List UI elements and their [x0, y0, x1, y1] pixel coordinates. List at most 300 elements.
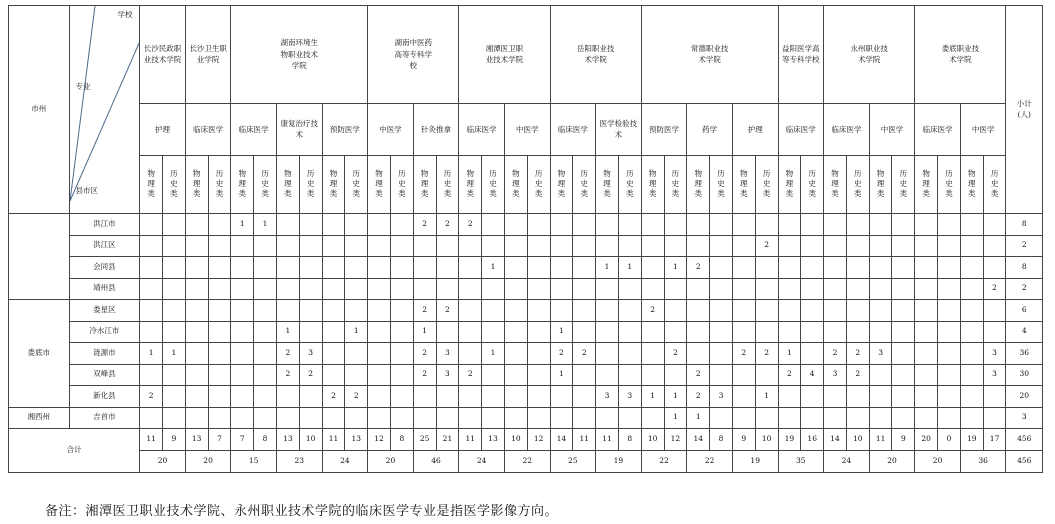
data-cell [801, 386, 824, 408]
data-cell [801, 407, 824, 429]
data-cell [390, 257, 413, 279]
sub-total-cell-text: 11 [875, 434, 886, 444]
sub-total-cell [436, 429, 459, 451]
data-cell [231, 278, 254, 300]
major-total-cell-text: 19 [613, 456, 624, 466]
data-cell [390, 364, 413, 386]
major-header-5-1-text: 医学检验技术 [599, 118, 638, 140]
data-cell [162, 300, 185, 322]
data-cell [778, 407, 801, 429]
sub-total-cell-text: 8 [718, 434, 724, 444]
sub-total-cell [824, 429, 847, 451]
data-cell [915, 343, 938, 365]
major-total-cell [504, 451, 550, 473]
data-cell [345, 300, 368, 322]
data-cell [390, 300, 413, 322]
data-cell [276, 278, 299, 300]
sub-header-4-1-1 [527, 156, 550, 214]
data-cell [892, 257, 915, 279]
data-cell [846, 364, 869, 386]
data-cell-text: 2 [673, 347, 678, 357]
data-cell [869, 300, 892, 322]
data-cell [915, 407, 938, 429]
school-header-1 [185, 6, 231, 104]
data-cell [892, 321, 915, 343]
major-header-5-0-text: 临床医学 [557, 124, 588, 134]
data-cell-text: 3 [445, 369, 450, 379]
data-cell [960, 321, 983, 343]
sub-total-cell [915, 429, 938, 451]
data-cell [231, 386, 254, 408]
major-header-2-1-text: 康复治疗技术 [280, 118, 319, 140]
major-total-cell-text: 20 [932, 456, 943, 466]
major-header-7-0-text: 临床医学 [785, 124, 816, 134]
data-cell-text: 2 [285, 347, 291, 357]
data-cell [983, 300, 1006, 322]
sub-total-cell [390, 429, 413, 451]
data-cell-text: 1 [285, 326, 291, 336]
data-cell [254, 257, 277, 279]
data-cell [960, 343, 983, 365]
data-cell [504, 214, 527, 236]
major-header-6-0-text: 预防医学 [649, 124, 680, 134]
data-cell [710, 214, 733, 236]
row-total-text: 36 [1019, 347, 1029, 357]
data-cell [322, 386, 345, 408]
data-cell [938, 364, 961, 386]
data-cell [892, 386, 915, 408]
data-cell [801, 343, 824, 365]
data-cell [527, 343, 550, 365]
sub-header-6-1-0 [687, 156, 710, 214]
major-header-7-0 [778, 104, 824, 156]
sub-header-0-0-1 [162, 156, 185, 214]
sub-header-3-0-1-text: 历史类 [398, 169, 406, 198]
data-cell [436, 343, 459, 365]
data-cell [573, 386, 596, 408]
data-cell [938, 321, 961, 343]
sub-header-8-1-1 [892, 156, 915, 214]
sub-header-2-2-1 [345, 156, 368, 214]
row-total [1006, 300, 1043, 322]
data-cell [710, 407, 733, 429]
data-cell [915, 235, 938, 257]
data-cell [573, 321, 596, 343]
corner-major: 专业 [75, 82, 91, 91]
data-cell [390, 407, 413, 429]
sub-header-0-0-0-text: 物理类 [147, 169, 155, 198]
data-cell [390, 278, 413, 300]
data-cell [322, 214, 345, 236]
data-cell [276, 386, 299, 408]
sub-total-cell [504, 429, 527, 451]
data-cell [368, 386, 391, 408]
school-header-4 [459, 6, 550, 104]
sub-total-cell-text: 9 [900, 434, 906, 444]
sub-header-1-0-0 [185, 156, 208, 214]
sub-header-8-1-0 [869, 156, 892, 214]
data-cell [345, 343, 368, 365]
sub-grand-total-text: 456 [1017, 434, 1032, 444]
row-total-text: 8 [1021, 261, 1027, 271]
data-cell [960, 214, 983, 236]
sub-header-2-0-0-text: 物理类 [238, 169, 247, 198]
data-cell [596, 235, 619, 257]
sub-total-cell-text: 7 [217, 434, 222, 444]
data-cell [892, 364, 915, 386]
data-cell [596, 300, 619, 322]
data-cell [390, 386, 413, 408]
data-cell [641, 278, 664, 300]
major-total-cell-text: 23 [294, 456, 305, 466]
data-cell [801, 321, 824, 343]
data-cell [413, 300, 436, 322]
data-cell [276, 407, 299, 429]
sub-header-3-1-0 [413, 156, 436, 214]
data-cell [504, 343, 527, 365]
data-cell [299, 407, 322, 429]
data-cell [345, 321, 368, 343]
data-cell [527, 407, 550, 429]
data-cell [368, 257, 391, 279]
row-total [1006, 386, 1043, 408]
data-cell [938, 214, 961, 236]
data-cell [960, 235, 983, 257]
data-cell [778, 321, 801, 343]
data-cell [459, 257, 482, 279]
data-cell [231, 321, 254, 343]
sub-total-cell [710, 429, 733, 451]
data-cell [596, 343, 619, 365]
data-cell [983, 364, 1006, 386]
data-cell [938, 278, 961, 300]
row-total [1006, 214, 1043, 236]
data-cell [390, 235, 413, 257]
data-cell [755, 321, 778, 343]
data-cell-text: 2 [353, 390, 359, 400]
data-cell [254, 278, 277, 300]
sub-total-cell [459, 429, 482, 451]
sub-header-2-2-1-text: 历史类 [352, 169, 360, 198]
data-cell [482, 235, 505, 257]
school-header-1-text: 长沙卫生职业学院 [189, 43, 227, 65]
major-grand-total-text: 456 [1017, 456, 1032, 466]
data-cell [755, 364, 778, 386]
data-cell [185, 257, 208, 279]
data-cell [846, 214, 869, 236]
data-cell [482, 343, 505, 365]
sub-header-8-0-1-text: 历史类 [854, 169, 862, 198]
data-cell [162, 386, 185, 408]
data-cell [892, 214, 915, 236]
sub-header-5-0-0-text: 物理类 [557, 169, 566, 198]
major-grand-total [1006, 451, 1043, 473]
data-cell [208, 257, 231, 279]
data-cell [732, 235, 755, 257]
data-cell [231, 407, 254, 429]
data-cell [345, 386, 368, 408]
data-cell [573, 343, 596, 365]
data-cell [436, 278, 459, 300]
sub-total-cell-text: 8 [262, 434, 268, 444]
major-header-3-0 [368, 104, 414, 156]
data-cell [368, 407, 391, 429]
data-cell [390, 214, 413, 236]
row-total [1006, 343, 1043, 365]
major-header-2-2-text: 预防医学 [329, 124, 360, 134]
school-header-5-text: 岳阳职业技术学院 [576, 43, 615, 65]
major-total-cell-text: 24 [841, 456, 852, 466]
data-cell [641, 235, 664, 257]
data-cell-text: 3 [604, 390, 610, 400]
data-cell [254, 321, 277, 343]
data-cell [915, 386, 938, 408]
data-cell [208, 300, 231, 322]
data-cell [527, 300, 550, 322]
major-total-cell-text: 35 [796, 456, 806, 466]
sub-total-cell [664, 429, 687, 451]
data-cell [413, 343, 436, 365]
data-cell [504, 278, 527, 300]
data-cell [436, 214, 459, 236]
data-cell-text: 1 [650, 390, 655, 400]
data-cell [664, 257, 687, 279]
major-total-cell-text: 25 [568, 456, 578, 466]
sub-header-6-2-0-text: 物理类 [740, 169, 748, 198]
major-header-8-1-text: 中医学 [880, 124, 904, 134]
major-header-1-0-text: 临床医学 [193, 124, 224, 134]
data-cell [482, 278, 505, 300]
major-header-9-0-text: 临床医学 [922, 124, 953, 134]
sub-header-8-0-0 [824, 156, 847, 214]
data-cell [162, 407, 185, 429]
data-cell [846, 386, 869, 408]
school-header-8 [824, 6, 915, 104]
sub-header-8-1-1-text: 历史类 [899, 169, 908, 198]
sub-total-cell [732, 429, 755, 451]
sub-header-2-0-1 [254, 156, 277, 214]
data-cell [801, 257, 824, 279]
county-cell [69, 343, 140, 365]
data-cell [710, 343, 733, 365]
row-total-text: 2 [1021, 240, 1027, 250]
county-cell [69, 235, 140, 257]
sub-header-5-0-0 [550, 156, 573, 214]
data-cell-text: 1 [604, 261, 610, 271]
data-cell [140, 407, 163, 429]
data-cell-text: 2 [422, 369, 428, 379]
data-cell [459, 300, 482, 322]
sub-total-cell [801, 429, 824, 451]
major-header-9-0 [915, 104, 961, 156]
sub-total-cell-text: 11 [465, 434, 476, 444]
data-cell-text: 2 [695, 390, 701, 400]
data-cell-text: 2 [764, 240, 769, 250]
data-cell-text: 1 [490, 261, 496, 271]
sub-total-cell [322, 429, 345, 451]
sub-total-cell-text: 9 [741, 434, 747, 444]
data-cell [710, 278, 733, 300]
sub-total-cell-text: 7 [239, 434, 245, 444]
school-header-7 [778, 6, 824, 104]
major-header-6-2-text: 护理 [747, 124, 763, 134]
data-cell [618, 386, 641, 408]
data-cell [596, 386, 619, 408]
data-cell [436, 257, 459, 279]
major-header-4-1 [504, 104, 550, 156]
sub-total-cell-text: 8 [399, 434, 405, 444]
data-cell [436, 235, 459, 257]
data-cell-text: 1 [764, 390, 769, 400]
major-header-0-0 [140, 104, 186, 156]
data-cell [824, 235, 847, 257]
data-cell [208, 235, 231, 257]
data-cell [436, 300, 459, 322]
data-cell [254, 235, 277, 257]
enrollment-table [8, 5, 1043, 473]
data-cell [504, 364, 527, 386]
data-cell [254, 300, 277, 322]
school-header-4-text: 湘潭医卫职业技术学院 [485, 43, 524, 65]
data-cell-text: 2 [445, 218, 450, 228]
data-cell [938, 257, 961, 279]
sub-total-cell [299, 429, 322, 451]
data-cell [299, 321, 322, 343]
data-cell [390, 321, 413, 343]
data-cell [413, 257, 436, 279]
data-cell [140, 278, 163, 300]
row-total-text: 4 [1021, 326, 1027, 336]
sub-header-9-1-1-text: 历史类 [990, 169, 999, 198]
data-cell [413, 364, 436, 386]
data-cell [732, 407, 755, 429]
school-header-3-text: 湖南中医药高等专科学校 [394, 38, 432, 70]
sub-total-cell-text: 8 [627, 434, 633, 444]
major-total-cell [869, 451, 915, 473]
data-cell-text: 1 [262, 218, 268, 228]
city-cell-1 [9, 300, 70, 408]
data-cell-text: 1 [171, 347, 177, 357]
data-cell-text: 2 [467, 369, 473, 379]
data-cell [368, 343, 391, 365]
major-header-8-0 [824, 104, 870, 156]
major-total-cell [185, 451, 231, 473]
sub-total-cell-text: 16 [807, 434, 817, 444]
school-header-0-text: 长沙民政职业技术学院 [143, 43, 182, 65]
data-cell [983, 407, 1006, 429]
major-header-2-2 [322, 104, 368, 156]
diagonal-lines [70, 6, 140, 204]
major-header-5-0 [550, 104, 596, 156]
data-cell-text: 3 [992, 347, 997, 357]
data-cell [915, 321, 938, 343]
data-cell [755, 257, 778, 279]
data-cell [801, 278, 824, 300]
data-cell [755, 407, 778, 429]
data-cell [664, 300, 687, 322]
sub-header-6-2-0 [732, 156, 755, 214]
sub-header-4-1-0 [504, 156, 527, 214]
sub-header-1-0-0-text: 物理类 [192, 169, 201, 198]
data-cell [231, 257, 254, 279]
sub-header-5-1-1-text: 历史类 [626, 169, 634, 198]
data-cell [869, 214, 892, 236]
major-total-cell [276, 451, 322, 473]
data-cell [846, 235, 869, 257]
data-cell [915, 300, 938, 322]
data-cell [231, 235, 254, 257]
sub-header-9-0-0-text: 物理类 [922, 169, 930, 198]
data-cell [960, 364, 983, 386]
data-cell [368, 214, 391, 236]
data-cell [436, 364, 459, 386]
data-cell [983, 235, 1006, 257]
row-total [1006, 364, 1043, 386]
data-cell-text: 1 [239, 218, 245, 228]
data-cell [550, 257, 573, 279]
data-cell [732, 386, 755, 408]
school-header-2-text: 湖南环境生物职业技术学院 [280, 38, 319, 70]
data-cell-text: 3 [992, 369, 997, 379]
sub-header-9-1-0 [960, 156, 983, 214]
data-cell [641, 321, 664, 343]
sub-total-cell [208, 429, 231, 451]
sub-total-cell-text: 10 [511, 434, 521, 444]
data-cell [550, 300, 573, 322]
data-cell [641, 364, 664, 386]
major-header-0-0-text: 护理 [154, 124, 170, 134]
sub-header-0-0-0 [140, 156, 163, 214]
sub-header-7-0-0 [778, 156, 801, 214]
data-cell [162, 235, 185, 257]
data-cell [550, 364, 573, 386]
major-header-4-0-text: 临床医学 [466, 124, 497, 134]
sub-header-9-1-1 [983, 156, 1006, 214]
data-cell [755, 278, 778, 300]
sub-header-7-0-0-text: 物理类 [785, 169, 794, 198]
data-cell [732, 214, 755, 236]
sub-header-8-0-1 [846, 156, 869, 214]
data-cell [185, 214, 208, 236]
data-cell [824, 300, 847, 322]
data-cell [869, 407, 892, 429]
data-cell [618, 300, 641, 322]
data-cell [824, 386, 847, 408]
data-cell [459, 343, 482, 365]
sub-total-cell [755, 429, 778, 451]
data-cell-text: 2 [467, 218, 473, 228]
data-cell [482, 214, 505, 236]
sub-header-9-0-0 [915, 156, 938, 214]
sub-total-cell [573, 429, 596, 451]
sub-total-cell-text: 12 [533, 434, 544, 444]
data-cell [231, 364, 254, 386]
sub-header-4-0-1 [482, 156, 505, 214]
data-cell [482, 407, 505, 429]
county-cell-text: 冷水江市 [89, 326, 120, 336]
data-cell [459, 407, 482, 429]
data-cell [436, 407, 459, 429]
data-cell [504, 300, 527, 322]
data-cell [641, 386, 664, 408]
row-total [1006, 257, 1043, 279]
data-cell [299, 343, 322, 365]
data-cell [276, 257, 299, 279]
data-cell-text: 2 [308, 369, 314, 379]
data-cell [869, 364, 892, 386]
data-cell [322, 257, 345, 279]
data-cell [846, 257, 869, 279]
